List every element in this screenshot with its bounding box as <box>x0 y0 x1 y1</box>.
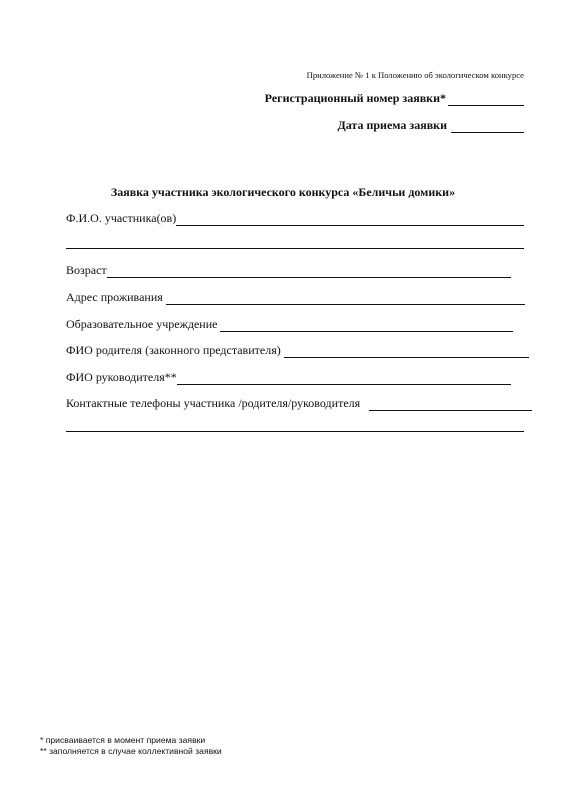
participant-blank-continued[interactable] <box>66 248 524 249</box>
parent-blank[interactable] <box>284 345 529 358</box>
address-label: Адрес проживания <box>66 290 163 304</box>
receipt-date-line <box>337 118 524 133</box>
form-title: Заявка участника экологического конкурса «Беличьи домики» <box>110 185 456 199</box>
age-blank[interactable] <box>107 265 511 278</box>
participant-label: Ф.И.О. участника(ов) <box>66 211 177 225</box>
registration-number-line <box>265 91 524 106</box>
age-label: Возраст <box>66 263 107 277</box>
school-blank[interactable] <box>220 319 513 332</box>
participant-field <box>66 211 524 226</box>
phones-blank-continued[interactable] <box>66 431 524 432</box>
school-label: Образовательное учреждение <box>66 317 218 331</box>
registration-number-label: Регистрационный номер заявки* <box>264 91 446 105</box>
school-field <box>66 317 513 332</box>
parent-field <box>66 343 529 358</box>
receipt-date-blank[interactable] <box>451 121 524 133</box>
participant-blank[interactable] <box>176 213 524 226</box>
registration-number-blank[interactable] <box>448 94 524 106</box>
age-field <box>66 263 511 278</box>
supervisor-blank[interactable] <box>177 372 511 385</box>
supervisor-label: ФИО руководителя** <box>66 370 177 384</box>
footnote-registration: * присваивается в момент приема заявки <box>40 735 206 745</box>
phones-label: Контактные телефоны участника /родителя/руководителя <box>66 396 361 410</box>
address-field <box>66 290 525 305</box>
footnote-collective: ** заполняется в случае коллективной заявки <box>40 746 222 756</box>
phones-blank[interactable] <box>369 398 532 411</box>
phones-field <box>66 396 532 411</box>
address-blank[interactable] <box>166 292 525 305</box>
supervisor-field <box>66 370 511 385</box>
appendix-note: Приложение № 1 к Положению об экологическом конкурсе <box>306 70 524 80</box>
parent-label: ФИО родителя (законного представителя) <box>66 343 281 357</box>
receipt-date-label: Дата приема заявки <box>337 118 447 132</box>
